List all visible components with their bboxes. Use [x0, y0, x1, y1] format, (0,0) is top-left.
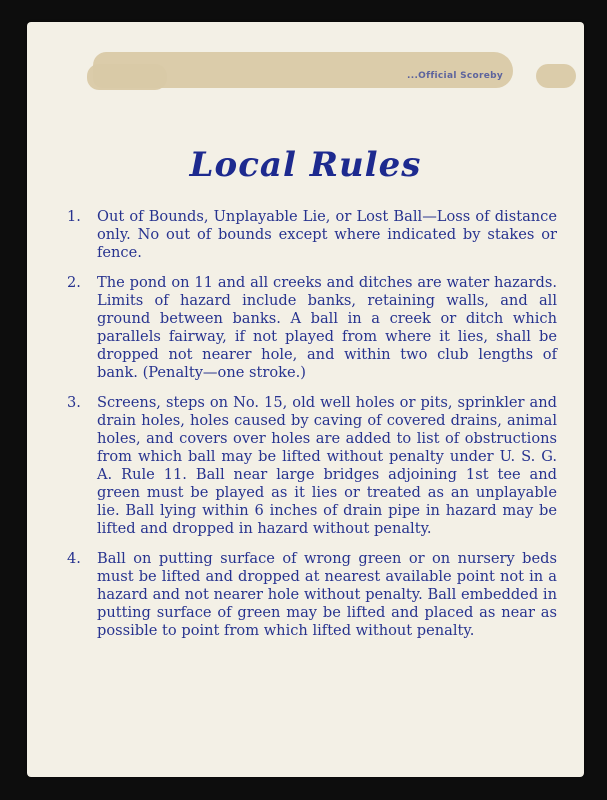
faded-stamp-text: ...Official Scoreby — [407, 71, 504, 81]
rule-item — [67, 208, 557, 262]
rule-number: 2. — [67, 274, 81, 291]
rule-number: 4. — [67, 550, 81, 567]
page-title: Local Rules — [189, 145, 422, 185]
rule-text: The pond on 11 and all creeks and ditches are water hazards. Limits of hazard include banks, retaining walls, and all ground between banks. A ball in a creek or ditch which parallels fairway, if not played from where it lies, shall be dropped not nearer hole, and within two club lengths of bank. (Penalty—one stroke.) — [97, 274, 557, 381]
rule-text: Screens, steps on No. 15, old well holes or pits, sprinkler and drain holes, holes caused by caving of covered drains, animal holes, and covers over holes are added to list of obstructions from which ball may be lifted without penalty under U. S. G. A. Rule 11. Ball near large bridges adjoining 1st tee and green must be played as it lies or treated as an unplayable lie. Ball lying within 6 inches of drain pipe in hazard may be lifted and dropped in hazard without penalty. — [97, 394, 557, 537]
rule-item — [67, 394, 557, 538]
rules-list — [67, 208, 557, 652]
rule-text: Out of Bounds, Unplayable Lie, or Lost Ball—Loss of distance only. No out of bounds except where indicated by stakes or fence. — [97, 208, 557, 261]
scorecard-back — [27, 22, 584, 777]
rule-number: 1. — [67, 208, 81, 225]
rule-item — [67, 274, 557, 382]
rule-number: 3. — [67, 394, 81, 411]
rule-item — [67, 550, 557, 640]
paper-stain — [536, 64, 576, 88]
paper-stain — [87, 64, 167, 90]
rule-text: Ball on putting surface of wrong green or on nursery beds must be lifted and dropped at nearest available point not in a hazard and not nearer hole without penalty. Ball embedded in putting surface of green may be lifted and placed as near as possible to point from which lifted without penalty. — [97, 550, 557, 639]
